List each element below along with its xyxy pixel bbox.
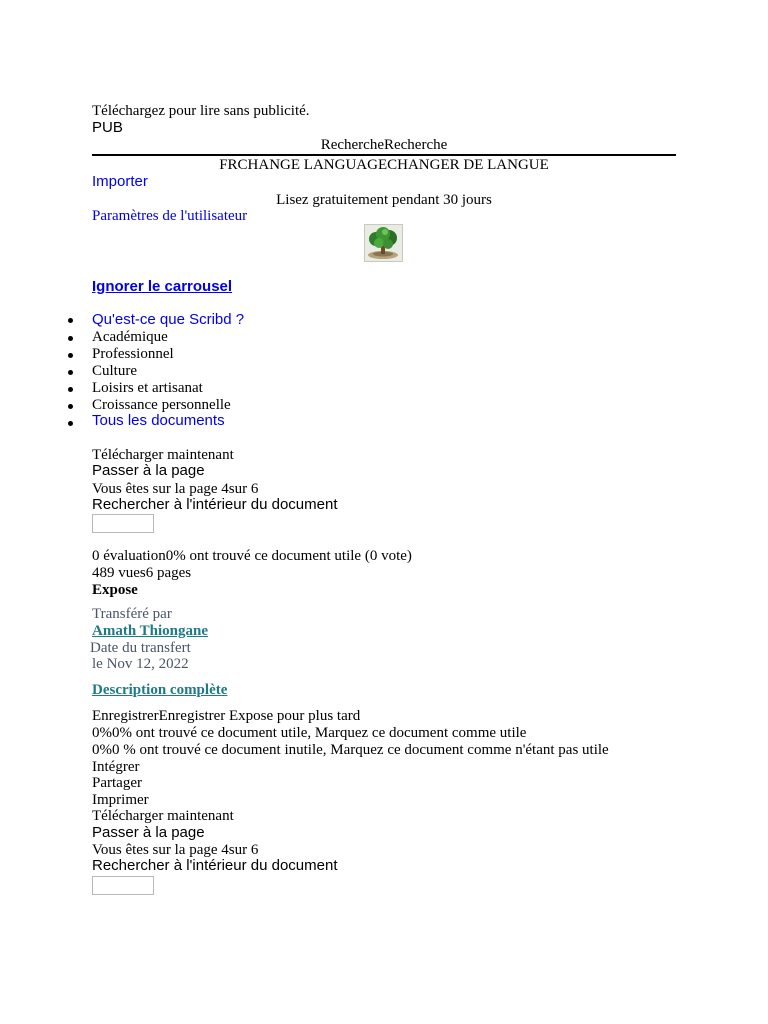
document-title: Expose bbox=[92, 582, 138, 598]
search-button[interactable] bbox=[92, 137, 676, 154]
uploaded-by-label: Transféré par bbox=[92, 606, 172, 622]
change-language-button[interactable]: FRCHANGE LANGUAGECHANGER DE LANGUE bbox=[219, 157, 549, 173]
tree-icon-graphic bbox=[365, 225, 402, 261]
search-inside-label: Rechercher à l'intérieur du document bbox=[92, 496, 338, 513]
download-now-button[interactable]: Télécharger maintenant bbox=[92, 447, 234, 463]
skip-carousel-link[interactable]: Ignorer le carrousel bbox=[92, 278, 233, 295]
upload-date: le Nov 12, 2022 bbox=[92, 656, 189, 672]
divider bbox=[92, 154, 676, 156]
upload-date-label: Date du transfert bbox=[90, 640, 191, 656]
mark-not-useful-button[interactable]: 0%0 % ont trouvé ce document inutile, Marquez ce document comme n'étant pas utile bbox=[92, 742, 609, 758]
user-settings-link[interactable]: Paramètres de l'utilisateur bbox=[92, 208, 248, 224]
download-now-button[interactable]: Télécharger maintenant bbox=[92, 808, 234, 824]
import-link[interactable]: Importer bbox=[92, 173, 148, 190]
page-status: Vous êtes sur la page 4sur 6 bbox=[92, 481, 259, 497]
go-to-page-label: Passer à la page bbox=[92, 824, 205, 841]
author-link[interactable]: Amath Thiongane bbox=[92, 623, 209, 639]
category-item-what-is-scribd[interactable]: Qu'est-ce que Scribd ? bbox=[92, 311, 245, 328]
go-to-page-label: Passer à la page bbox=[92, 462, 205, 479]
bullet bbox=[68, 336, 73, 341]
category-item-all-documents[interactable]: Tous les documents bbox=[92, 412, 225, 429]
bullet bbox=[68, 370, 73, 375]
mark-useful-button[interactable]: 0%0% ont trouvé ce document utile, Marquez ce document comme utile bbox=[92, 725, 527, 741]
share-button[interactable]: Partager bbox=[92, 775, 142, 791]
category-item-culture[interactable]: Culture bbox=[92, 363, 137, 379]
category-item-academic[interactable]: Académique bbox=[92, 329, 168, 345]
rating-summary: 0 évaluation0% ont trouvé ce document utile (0 vote) bbox=[92, 548, 412, 564]
search-inside-label: Rechercher à l'intérieur du document bbox=[92, 857, 338, 874]
embed-button[interactable]: Intégrer bbox=[92, 759, 140, 775]
bullet bbox=[68, 421, 73, 426]
category-item-professional[interactable]: Professionnel bbox=[92, 346, 174, 362]
bullet bbox=[68, 353, 73, 358]
bullet bbox=[68, 387, 73, 392]
tree-icon[interactable] bbox=[364, 224, 403, 262]
save-for-later-button[interactable]: EnregistrerEnregistrer Expose pour plus tard bbox=[92, 708, 361, 724]
download-no-ads-link[interactable]: Téléchargez pour lire sans publicité. bbox=[92, 103, 310, 119]
bullet bbox=[68, 318, 73, 323]
search-label: RechercheRecherche bbox=[320, 137, 448, 153]
views-pages: 489 vues6 pages bbox=[92, 565, 192, 581]
ad-label: PUB bbox=[92, 119, 123, 136]
category-item-personal-growth[interactable]: Croissance personnelle bbox=[92, 397, 231, 413]
bullet bbox=[68, 404, 73, 409]
search-inside-input[interactable] bbox=[92, 876, 154, 895]
search-inside-input[interactable] bbox=[92, 514, 154, 533]
print-button[interactable]: Imprimer bbox=[92, 792, 149, 808]
full-description-link[interactable]: Description complète bbox=[92, 682, 228, 698]
category-item-hobbies[interactable]: Loisirs et artisanat bbox=[92, 380, 203, 396]
page-status: Vous êtes sur la page 4sur 6 bbox=[92, 842, 259, 858]
free-trial-link[interactable]: Lisez gratuitement pendant 30 jours bbox=[276, 192, 492, 208]
